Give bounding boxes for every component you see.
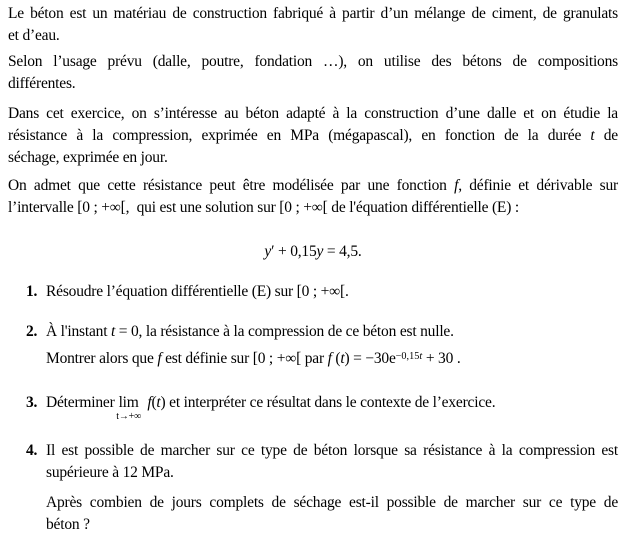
text-line: Déterminer lim t→+∞ f(t) et interpréter ce résultat dans le contexte de l’exercice. <box>46 393 496 423</box>
question-number: 4. <box>26 441 38 459</box>
question-3 <box>8 392 618 423</box>
text-line: résistance à la compression, exprimée en MPa (mégapascal), en fonction de la durée t de <box>8 127 618 144</box>
question-body <box>46 321 618 370</box>
text-line: différentes. <box>8 75 76 92</box>
question-4 <box>8 440 618 536</box>
text-line: Dans cet exercice, on s’intéresse au béton adapté à la construction d’une dalle et on étudie la <box>8 105 618 122</box>
text-line: Après combien de jours complets de séchage est-il possible de marcher sur ce type de <box>46 493 618 511</box>
text-line: Il est possible de marcher sur ce type de béton lorsque sa résistance à la compression est <box>46 441 618 459</box>
text-line: Le béton est un matériau de construction fabriqué à partir d’un mélange de ciment, de granulats <box>8 5 618 22</box>
text-line: Montrer alors que f est définie sur [0 ; +∞[ par f $(t) = -30e^{-0,15t} + 30$ . <box>46 349 461 367</box>
paragraph-intro <box>8 3 618 47</box>
text-line: supérieure à 12 MPa. <box>46 463 174 481</box>
paragraph-contexte <box>8 103 618 169</box>
text-line: l’intervalle [0 ; +∞[, qui est une solution sur [0 ; +∞[ de l'équation différentielle (E) : <box>8 199 519 216</box>
question-body <box>46 392 618 423</box>
text-line: séchage, exprimée en jour. <box>8 149 168 166</box>
question-number: 3. <box>26 393 38 411</box>
text-line: Résoudre l’équation différentielle (E) sur [0 ; +∞[. <box>46 283 349 300</box>
limit-notation: lim t→+∞ <box>116 393 141 423</box>
question-body <box>46 281 618 303</box>
text-line: On admet que cette résistance peut être modélisée par une fonction f, définie et dérivable sur <box>8 177 618 194</box>
question-number: 1. <box>26 283 38 300</box>
text-line: et d’eau. <box>8 27 60 44</box>
differential-equation: y′ + 0,15y = 4,5. <box>264 243 362 260</box>
paragraph-modelisation <box>8 175 618 219</box>
text-line: béton ? <box>46 515 90 533</box>
question-2 <box>8 321 618 370</box>
question-body <box>46 440 618 536</box>
question-number: 2. <box>26 323 38 340</box>
question-1 <box>8 281 618 303</box>
paragraph-usage <box>8 51 618 95</box>
exercise-document <box>8 3 618 536</box>
text-line: Selon l’usage prévu (dalle, poutre, fondation …), on utilise des bétons de compositions <box>8 53 618 70</box>
text-line: À l'instant t = 0, la résistance à la compression de ce béton est nulle. <box>46 323 454 340</box>
